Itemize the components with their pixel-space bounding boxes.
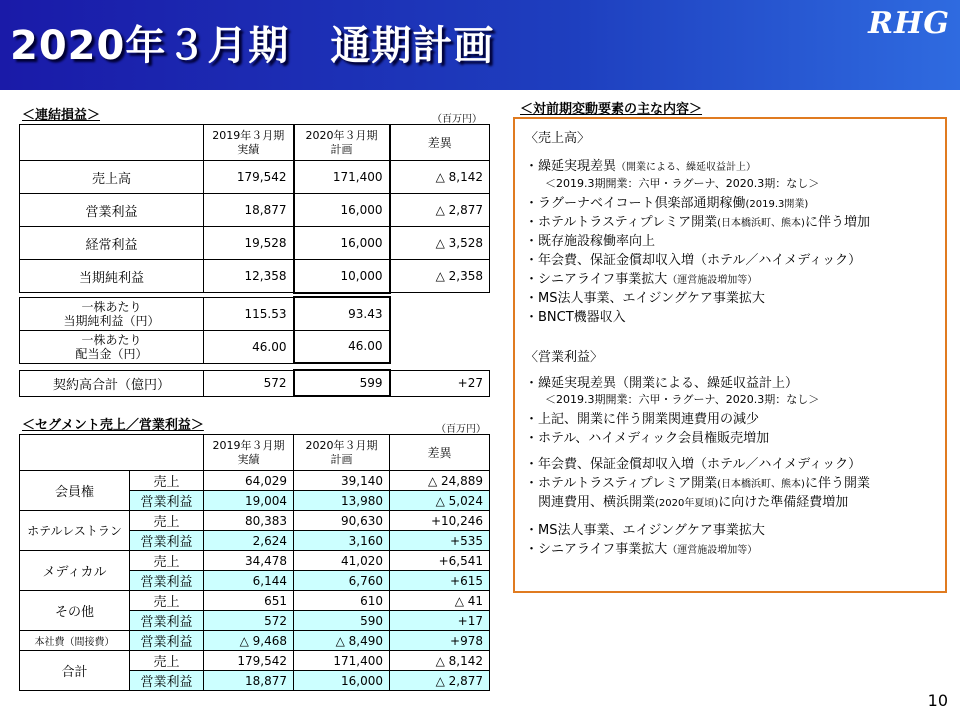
row-label: 経常利益 [20,227,204,260]
value-2019: 572 [204,611,294,631]
sales-item: ・年会費、保証金償却収入増（ホテル／ハイメディック） [525,253,862,268]
col-diff-header: 差異 [390,125,490,161]
value-2020: 171,400 [294,651,390,671]
sales-item: ・ホテルトラスティプレミア開業(日本橋浜町、熊本)に伴う増加 [525,215,870,230]
op-heading: 〈営業利益〉 [525,350,604,365]
value-2020: 3,160 [294,531,390,551]
table-row [20,551,490,571]
value-diff: △ 41 [390,591,490,611]
company-logo: RHG [868,6,950,41]
value-2019: 115.53 [204,297,294,330]
value-2019: 19,004 [204,491,294,511]
row-label: 営業利益 [20,194,204,227]
value-2019: 651 [204,591,294,611]
table-row [20,471,490,491]
segment-table [19,434,490,691]
value-2020: 90,630 [294,511,390,531]
value-2020: 16,000 [294,194,390,227]
value-2019: 6,144 [204,571,294,591]
page-number: 10 [927,691,948,710]
value-2020: 93.43 [294,297,390,330]
value-diff: +6,541 [390,551,490,571]
value-2019: 46.00 [204,330,294,363]
segment-name: ホテルレストラン [20,511,130,551]
table-row [20,330,490,363]
header-blank [20,435,204,471]
value-2019: 18,877 [204,671,294,691]
op-item: ・MS法人事業、エイジングケア事業拡大 [525,523,765,538]
value-2019: 572 [204,370,294,396]
segment-name: メディカル [20,551,130,591]
consolidated-unit: （百万円） [432,114,482,125]
row-label: 一株あたり 配当金（円） [20,330,204,363]
value-2019: 34,478 [204,551,294,571]
op-item: ・年会費、保証金償却収入増（ホテル／ハイメディック） [525,457,862,472]
op-item-sub: ＜2019.3期開業：六甲・ラグーナ、2020.3期：なし＞ [545,393,820,406]
col-2020-header: 2020年３月期 計画 [294,435,390,471]
op-item: 関連費用、横浜開業(2020年夏頃)に向けた準備経費増加 [525,495,849,510]
value-diff: +10,246 [390,511,490,531]
segment-name: その他 [20,591,130,631]
row-label: 当期純利益 [20,260,204,293]
op-item: ・上記、開業に伴う開業関連費用の減少 [525,412,760,427]
sales-item: ・ラグーナベイコート倶楽部通期稼働(2019.3開業) [525,196,809,211]
sales-heading: 〈売上高〉 [525,131,591,146]
value-diff: +615 [390,571,490,591]
col-2020-header: 2020年３月期 計画 [294,125,390,161]
col-2019-header: 2019年３月期 実績 [204,125,294,161]
segment-name: 本社費（間接費） [20,631,130,651]
segment-name: 合計 [20,651,130,691]
value-2019: 19,528 [204,227,294,260]
title-bar [0,0,960,90]
value-diff: △ 24,889 [390,471,490,491]
value-2020: 16,000 [294,227,390,260]
row-label: 営業利益 [130,491,204,511]
consolidated-table [19,124,490,294]
row-label: 契約高合計（億円） [20,370,204,396]
value-2020: 6,760 [294,571,390,591]
table-row [20,194,490,227]
value-2019: 179,542 [204,161,294,194]
row-label: 営業利益 [130,631,204,651]
sales-item: ・既存施設稼働率向上 [525,234,656,249]
sales-item: ・MS法人事業、エイジングケア事業拡大 [525,291,765,306]
segment-unit: （百万円） [436,424,486,435]
table-row [20,631,490,651]
op-item: ・ホテル、ハイメディック会員権販売増加 [525,431,770,446]
per-share-table [19,296,490,364]
col-diff-header: 差異 [390,435,490,471]
sales-item: ・BNCT機器収入 [525,310,626,325]
value-2019: 12,358 [204,260,294,293]
value-2020: 39,140 [294,471,390,491]
value-2020: 13,980 [294,491,390,511]
table-row [20,370,490,396]
value-diff: △ 5,024 [390,491,490,511]
factors-panel [513,117,947,593]
value-2019: 179,542 [204,651,294,671]
value-2020: 599 [294,370,390,396]
value-diff: +27 [390,370,490,396]
table-row [20,297,490,330]
row-label: 営業利益 [130,671,204,691]
row-label: 売上 [130,511,204,531]
value-diff: +978 [390,631,490,651]
row-label: 売上高 [20,161,204,194]
value-diff: +17 [390,611,490,631]
row-label: 売上 [130,551,204,571]
header-blank [20,125,204,161]
table-row [20,651,490,671]
value-diff: △ 2,877 [390,194,490,227]
value-diff: +535 [390,531,490,551]
segment-section-title: ＜セグメント売上／営業利益＞ [22,418,204,433]
value-diff: △ 2,358 [390,260,490,293]
value-2020: 41,020 [294,551,390,571]
value-2020: 46.00 [294,330,390,363]
factors-section-title: ＜対前期変動要素の主な内容＞ [520,102,703,117]
value-2020: △ 8,490 [294,631,390,651]
value-2019: 2,624 [204,531,294,551]
table-row [20,161,490,194]
value-diff: △ 8,142 [390,651,490,671]
value-2020: 590 [294,611,390,631]
segment-name: 会員権 [20,471,130,511]
value-2019: △ 9,468 [204,631,294,651]
table-row [20,591,490,611]
sales-item: ・シニアライフ事業拡大（運営施設増加等） [525,272,758,287]
row-label: 営業利益 [130,531,204,551]
op-item: ・繰延実現差異（開業による、繰延収益計上） [525,376,799,391]
row-label: 一株あたり 当期純利益（円） [20,297,204,330]
col-2019-header: 2019年３月期 実績 [204,435,294,471]
value-2019: 64,029 [204,471,294,491]
value-2020: 10,000 [294,260,390,293]
value-2019: 80,383 [204,511,294,531]
row-label: 売上 [130,591,204,611]
sales-item-sub: ＜2019.3期開業：六甲・ラグーナ、2020.3期：なし＞ [545,177,820,190]
op-item: ・シニアライフ事業拡大（運営施設増加等） [525,542,758,557]
sales-item: ・繰延実現差異（開業による、繰延収益計上） [525,159,757,174]
page-title: 2020年３月期 通期計画 [10,23,495,69]
value-2020: 16,000 [294,671,390,691]
table-row [20,227,490,260]
table-row [20,260,490,293]
value-diff: △ 8,142 [390,161,490,194]
row-label: 売上 [130,651,204,671]
value-2020: 610 [294,591,390,611]
value-2020: 171,400 [294,161,390,194]
table-row [20,511,490,531]
consolidated-section-title: ＜連結損益＞ [22,108,101,123]
value-diff: △ 2,877 [390,671,490,691]
value-2019: 18,877 [204,194,294,227]
value-diff: △ 3,528 [390,227,490,260]
op-item: ・ホテルトラスティプレミア開業(日本橋浜町、熊本)に伴う開業 [525,476,870,491]
row-label: 営業利益 [130,571,204,591]
contract-table [19,369,490,397]
row-label: 売上 [130,471,204,491]
row-label: 営業利益 [130,611,204,631]
